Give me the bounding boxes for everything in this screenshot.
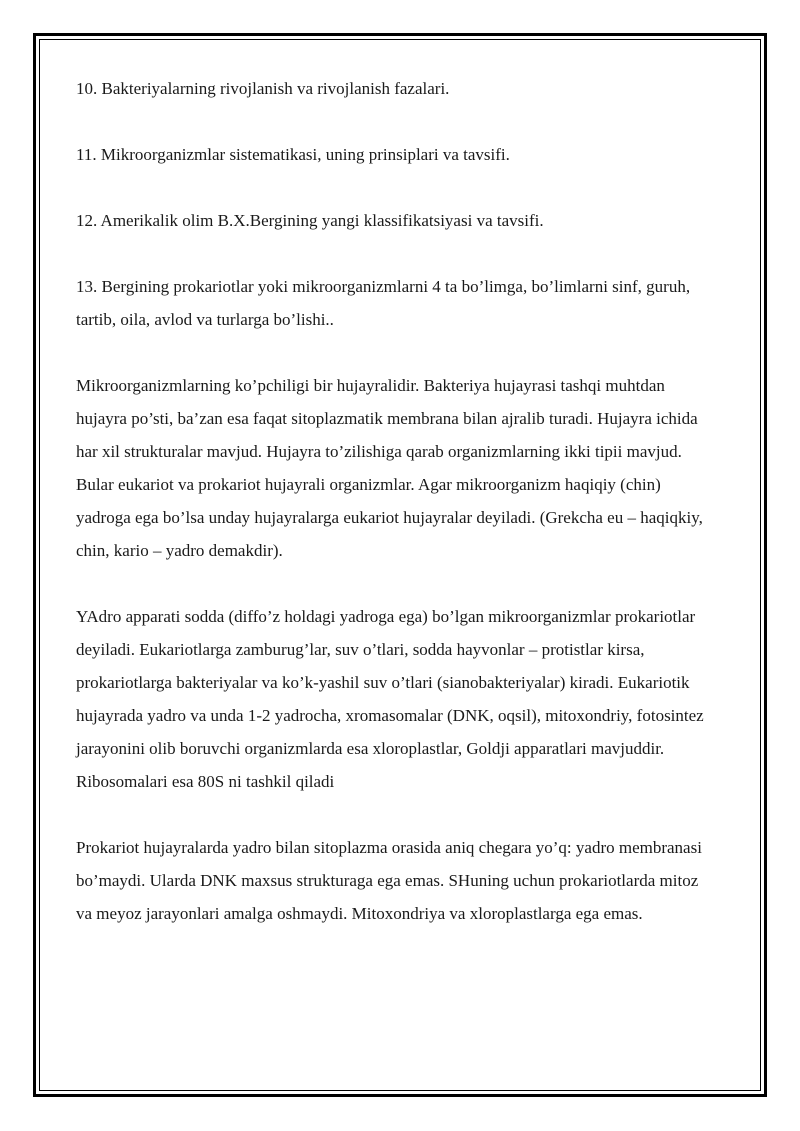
question-12: 12. Amerikalik olim B.X.Bergining yangi klassifikatsiyasi va tavsifi. bbox=[76, 211, 544, 230]
document-body bbox=[76, 72, 716, 963]
question-11: 11. Mikroorganizmlar sistematikasi, uning prinsiplari va tavsifi. bbox=[76, 145, 510, 164]
paragraph-microorganisms: Mikroorganizmlarning ko’pchiligi bir hujayralidir. Bakteriya hujayrasi tashqi muhtdan hujayra po’sti, ba’zan esa faqat sitoplazmatik membrana bilan ajralib turadi. Hujayra ichida har xil strukturalar mavjud. Hujayra to’zilishiga qarab organizmlarning ikki tipii mavjud. Bular eukariot va prokariot hujayrali organizmlar. Agar mikroorganizm haqiqiy (chin) yadroga ega bo’lsa unday hujayralarga eukariot hujayralar deyiladi. (Grekcha eu – haqiqkiy, chin, kario – yadro demakdir). bbox=[76, 376, 703, 560]
question-10: 10. Bakteriyalarning rivojlanish va rivojlanish fazalari. bbox=[76, 79, 450, 98]
paragraph-prokaryote-cells: Prokariot hujayralarda yadro bilan sitoplazma orasida aniq chegara yo’q: yadro membranasi bo’maydi. Ularda DNK maxsus strukturaga ega emas. SHuning uchun prokariotlarda mitoz va meyoz jarayonlari amalga oshmaydi. Mitoxondriya va xloroplastlarga ega emas. bbox=[76, 838, 702, 923]
question-13: 13. Bergining prokariotlar yoki mikroorganizmlarni 4 ta bo’limga, bo’limlarni sinf, guruh, tartib, oila, avlod va turlarga bo’lishi.. bbox=[76, 277, 691, 329]
paragraph-prokaryotes-definition: YAdro apparati sodda (diffo’z holdagi yadroga ega) bo’lgan mikroorganizmlar prokariotlar deyiladi. Eukariotlarga zamburug’lar, suv o’tlari, sodda hayvonlar – protistlar kirsa, prokariotlarga bakteriyalar va ko’k-yashil suv o’tlari (sianobakteriyalar) kiradi. Eukariotik hujayrada yadro va unda 1-2 yadrocha, xromasomalar (DNK, oqsil), mitoxondriy, fotosintez jarayonini olib boruvchi organizmlarda esa xloroplastlar, Goldji apparatlari mavjuddir. Ribosomalari esa 80S ni tashkil qiladi bbox=[76, 607, 704, 791]
